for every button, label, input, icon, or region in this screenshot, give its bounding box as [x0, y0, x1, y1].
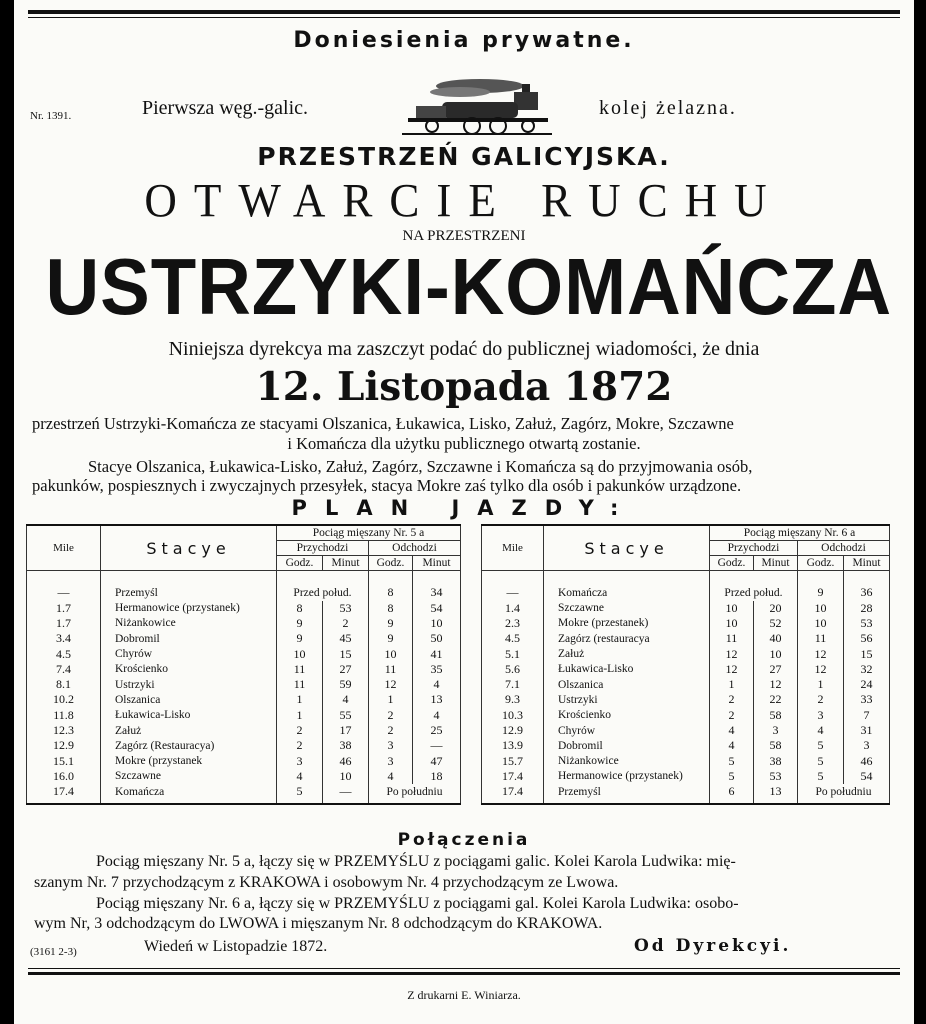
mile-cell: —	[27, 571, 101, 601]
table-row	[482, 753, 890, 768]
dep_m-cell: 10	[413, 616, 461, 631]
paragraph2-line2: pakunków, pospiesznych i zwyczajnych przesyłek, stacya Mokre zaś tylko dla osób i pakunków urządzone.	[32, 476, 742, 495]
arr_m-cell: 12	[754, 677, 798, 692]
arr_m-cell: 20	[754, 601, 798, 616]
arr_m-cell: 46	[323, 753, 369, 768]
table-row	[482, 646, 890, 661]
table-row	[27, 601, 461, 616]
paragraph1-line1: przestrzeń Ustrzyki-Komańcza ze stacyami Olszanica, Łukawica, Lisko, Załuż, Zagórz, Mokre, Szczawne	[32, 414, 734, 433]
arr_h-cell: 11	[277, 677, 323, 692]
dep_h-cell: 5	[798, 738, 844, 753]
mile-cell: 10.2	[27, 692, 101, 707]
table-row	[27, 646, 461, 661]
dep_h-cell: 2	[798, 692, 844, 707]
place-date: Wiedeń w Listopadzie 1872.	[144, 938, 328, 955]
arr_h-cell: 2	[277, 738, 323, 753]
connections-p2-line1: Pociąg mięszany Nr. 6 a, łączy się w PRZEMYŚLU z pociągami gal. Kolei Karola Ludwika: osobo-	[96, 895, 739, 912]
arr_h-cell: 3	[277, 753, 323, 768]
col-stations: Stacye	[544, 525, 710, 571]
station-cell: Przemyśl	[544, 784, 710, 804]
dep_m-cell: —	[413, 738, 461, 753]
dep_h-cell: 3	[369, 738, 413, 753]
table-row	[27, 708, 461, 723]
dep_h-cell: 5	[798, 753, 844, 768]
arr_h-cell: 10	[710, 616, 754, 631]
table-row	[27, 753, 461, 768]
printer-credit: Z drukarni E. Winiarza.	[407, 988, 521, 1002]
dep_m-cell: 3	[844, 738, 890, 753]
station-cell: Mokre (przestanek)	[544, 616, 710, 631]
station-cell: Dobromil	[544, 738, 710, 753]
arr_h-cell: 11	[277, 662, 323, 677]
arr_h-cell: 6	[710, 784, 754, 804]
col-dep-hour: Godz.	[369, 556, 413, 571]
dep_m-cell: 13	[413, 692, 461, 707]
table-row	[482, 662, 890, 677]
col-arr-minute: Minut	[323, 556, 369, 571]
station-cell: Olszanica	[544, 677, 710, 692]
dep_m-cell: 41	[413, 646, 461, 661]
col-dep-minute: Minut	[844, 556, 890, 571]
railway-name-right: kolej żelazna.	[599, 97, 737, 119]
arr_m-cell: 38	[323, 738, 369, 753]
dep_m-cell: 7	[844, 708, 890, 723]
dep_h-cell: 11	[369, 662, 413, 677]
station-cell: Szczawne	[101, 769, 277, 784]
arr_h-cell: 12	[710, 646, 754, 661]
dep_m-cell: 33	[844, 692, 890, 707]
route-heading: USTRZYKI-KOMAŃCZA	[45, 242, 893, 331]
col-arrives: Przychodzi	[277, 541, 369, 556]
mile-cell: 17.4	[482, 784, 544, 804]
timetable-left	[26, 524, 461, 805]
arr_m-cell: 10	[323, 769, 369, 784]
mile-cell: 4.5	[482, 631, 544, 646]
station-cell: Niżankowice	[101, 616, 277, 631]
mile-cell: 17.4	[27, 784, 101, 804]
station-cell: Komańcza	[544, 571, 710, 601]
arr_m-cell: 13	[754, 784, 798, 804]
timetable-title: PLAN JAZDY:	[291, 496, 637, 520]
arr_h-cell: 2	[710, 692, 754, 707]
station-cell: Niżankowice	[544, 753, 710, 768]
station-cell: Krościenko	[544, 708, 710, 723]
arr_m-cell: 40	[754, 631, 798, 646]
mile-cell: 5.6	[482, 662, 544, 677]
right-rows	[482, 571, 890, 805]
dep_h-cell: 12	[798, 646, 844, 661]
mile-cell: 3.4	[27, 631, 101, 646]
mile-cell: 17.4	[482, 769, 544, 784]
opening-heading: OTWARCIE RUCHU	[144, 174, 784, 228]
connections-title: Połączenia	[397, 830, 531, 850]
table-row	[482, 571, 890, 601]
arr_m-cell: 27	[323, 662, 369, 677]
arr_h-cell: 8	[277, 601, 323, 616]
table-row	[482, 601, 890, 616]
arr_m-cell: 59	[323, 677, 369, 692]
arr_h-cell: 5	[277, 784, 323, 804]
table-row	[482, 692, 890, 707]
table-row	[482, 738, 890, 753]
dep_m-cell: 35	[413, 662, 461, 677]
mile-cell: 13.9	[482, 738, 544, 753]
arr_h-cell: 9	[277, 631, 323, 646]
arr_m-cell: 52	[754, 616, 798, 631]
arr_m-cell: 10	[754, 646, 798, 661]
dep_m-cell: 54	[844, 769, 890, 784]
station-cell: Hermanowice (przystanek)	[544, 769, 710, 784]
station-cell: Dobromil	[101, 631, 277, 646]
col-departs: Odchodzi	[369, 541, 461, 556]
dep_m-cell: 54	[413, 601, 461, 616]
intro-text: Niniejsza dyrekcya ma zaszczyt podać do publicznej wiadomości, że dnia	[168, 338, 760, 360]
col-arrives: Przychodzi	[710, 541, 798, 556]
mile-cell: 1.7	[27, 601, 101, 616]
arr_m-cell: 58	[754, 708, 798, 723]
col-arr-hour: Godz.	[710, 556, 754, 571]
dep_m-cell: 25	[413, 723, 461, 738]
table-row	[482, 631, 890, 646]
connections-p2-line2: wym Nr, 3 odchodzącym do LWOWA i mięszanym Nr. 8 odchodzącym do KRAKOWA.	[34, 915, 603, 932]
col-arr-minute: Minut	[754, 556, 798, 571]
arr_h-cell: 1	[710, 677, 754, 692]
arr_h-cell: 4	[277, 769, 323, 784]
table-row	[482, 708, 890, 723]
mile-cell: 1.7	[27, 616, 101, 631]
arr_h-cell: 2	[710, 708, 754, 723]
paragraph1-line2: i Komańcza dla użytku publicznego otwartą zostanie.	[287, 434, 641, 453]
dep_m-cell: 46	[844, 753, 890, 768]
dep_m-cell: 15	[844, 646, 890, 661]
table-row	[482, 616, 890, 631]
arr_m-cell: 45	[323, 631, 369, 646]
railway-name-left: Pierwsza węg.-galic.	[142, 97, 309, 119]
dep_h-cell: 4	[369, 769, 413, 784]
arr_m-cell: 4	[323, 692, 369, 707]
col-arr-hour: Godz.	[277, 556, 323, 571]
table-row	[482, 769, 890, 784]
arr_h-cell: 10	[277, 646, 323, 661]
mile-cell: 15.7	[482, 753, 544, 768]
mile-cell: 4.5	[27, 646, 101, 661]
arr_h-cell: 11	[710, 631, 754, 646]
arr_h-cell: 4	[710, 738, 754, 753]
dep_m-cell: 4	[413, 708, 461, 723]
mile-cell: 12.9	[27, 738, 101, 753]
mile-cell: 5.1	[482, 646, 544, 661]
station-cell: Komańcza	[101, 784, 277, 804]
arr_h-cell: 1	[277, 692, 323, 707]
dep_h-cell: 9	[798, 571, 844, 601]
dep_m-cell: 31	[844, 723, 890, 738]
station-cell: Łukawica-Lisko	[101, 708, 277, 723]
station-cell: Chyrów	[101, 646, 277, 661]
mile-cell: 7.4	[27, 662, 101, 677]
dep_h-cell: 10	[369, 646, 413, 661]
top-rule-thick	[28, 10, 900, 14]
subtitle: PRZESTRZEŃ GALICYJSKA.	[257, 142, 671, 171]
arr_m-cell: 55	[323, 708, 369, 723]
table-row	[27, 616, 461, 631]
arr_h-cell: 4	[710, 723, 754, 738]
dep_h-cell: 12	[798, 662, 844, 677]
table-row	[27, 692, 461, 707]
station-cell: Olszanica	[101, 692, 277, 707]
station-cell: Szczawne	[544, 601, 710, 616]
station-cell: Chyrów	[544, 723, 710, 738]
bottom-rule-thick	[28, 972, 900, 975]
mile-cell: 12.9	[482, 723, 544, 738]
newspaper-notice-page	[14, 0, 914, 1024]
mile-cell: 9.3	[482, 692, 544, 707]
arr_m-cell: 15	[323, 646, 369, 661]
dep_h-cell: 1	[798, 677, 844, 692]
timetable-right	[481, 524, 890, 805]
dep_m-cell: 36	[844, 571, 890, 601]
dep_m-cell: 34	[413, 571, 461, 601]
dep_h-cell: 3	[798, 708, 844, 723]
col-mile: Mile	[482, 525, 544, 571]
mile-cell: 8.1	[27, 677, 101, 692]
dep_m-cell: 28	[844, 601, 890, 616]
section-title: Doniesienia prywatne.	[293, 28, 635, 53]
mile-cell: 10.3	[482, 708, 544, 723]
locomotive-icon	[402, 76, 552, 138]
station-cell: Załuż	[544, 646, 710, 661]
afternoon-note: Po południu	[798, 784, 890, 804]
col-dep-minute: Minut	[413, 556, 461, 571]
mile-cell: 11.8	[27, 708, 101, 723]
dep_h-cell: 2	[369, 723, 413, 738]
mile-cell: 7.1	[482, 677, 544, 692]
dep_h-cell: 9	[369, 631, 413, 646]
mile-cell: 1.4	[482, 601, 544, 616]
arr_h-cell: 1	[277, 708, 323, 723]
dep_m-cell: 56	[844, 631, 890, 646]
station-cell: Hermanowice (przystanek)	[101, 601, 277, 616]
train-label: Pociąg mięszany Nr. 5 a	[277, 525, 461, 541]
afternoon-note: Po południu	[369, 784, 461, 804]
left-rows	[27, 571, 461, 805]
dep_h-cell: 12	[369, 677, 413, 692]
station-cell: Mokre (przystanek	[101, 753, 277, 768]
mile-cell: 2.3	[482, 616, 544, 631]
col-mile: Mile	[27, 525, 101, 571]
arr_m-cell: 27	[754, 662, 798, 677]
dep_h-cell: 8	[369, 571, 413, 601]
arr_m-cell: 17	[323, 723, 369, 738]
dep_h-cell: 11	[798, 631, 844, 646]
dep_h-cell: 9	[369, 616, 413, 631]
arr_m-cell: 38	[754, 753, 798, 768]
arr_h-cell: 2	[277, 723, 323, 738]
table-row	[27, 571, 461, 601]
dep_m-cell: 50	[413, 631, 461, 646]
table-row	[27, 631, 461, 646]
dep_h-cell: 8	[369, 601, 413, 616]
arr_m-cell: 2	[323, 616, 369, 631]
table-row	[27, 784, 461, 804]
station-cell: Załuż	[101, 723, 277, 738]
col-dep-hour: Godz.	[798, 556, 844, 571]
print-stamp: (3161 2-3)	[30, 946, 77, 958]
table-row	[482, 723, 890, 738]
dep_h-cell: 2	[369, 708, 413, 723]
dep_m-cell: 18	[413, 769, 461, 784]
station-cell: Krościenko	[101, 662, 277, 677]
paragraph2-line1: Stacye Olszanica, Łukawica-Lisko, Załuż, Zagórz, Szczawne i Komańcza są do przyjmowania osób,	[88, 457, 753, 476]
dep_m-cell: 4	[413, 677, 461, 692]
station-cell: Ustrzyki	[101, 677, 277, 692]
station-cell: Przemyśl	[101, 571, 277, 601]
arr_h-cell: 10	[710, 601, 754, 616]
route-prefix: NA PRZESTRZENI	[402, 228, 526, 244]
arr_h-cell: 5	[710, 753, 754, 768]
dep_h-cell: 10	[798, 601, 844, 616]
table-row	[27, 738, 461, 753]
bottom-rule-thin	[28, 968, 900, 969]
signature: Od Dyrekcyi.	[634, 936, 792, 956]
mile-cell: —	[482, 571, 544, 601]
top-rule-thin	[28, 17, 900, 18]
table-row	[482, 784, 890, 804]
dep_m-cell: 24	[844, 677, 890, 692]
mile-cell: 12.3	[27, 723, 101, 738]
dep_h-cell: 10	[798, 616, 844, 631]
connections-p1-line1: Pociąg mięszany Nr. 5 a, łączy się w PRZEMYŚLU z pociągami galic. Kolei Karola Ludwika: mię-	[96, 853, 736, 870]
arr_h-cell: 12	[710, 662, 754, 677]
arr_m-cell: 53	[323, 601, 369, 616]
arr_m-cell: 53	[754, 769, 798, 784]
table-row	[27, 769, 461, 784]
dep_m-cell: 53	[844, 616, 890, 631]
station-cell: Zagórz (restauracya	[544, 631, 710, 646]
table-row	[27, 677, 461, 692]
dep_m-cell: 47	[413, 753, 461, 768]
station-cell: Łukawica-Lisko	[544, 662, 710, 677]
station-cell: Ustrzyki	[544, 692, 710, 707]
dep_m-cell: 32	[844, 662, 890, 677]
table-row	[482, 677, 890, 692]
dep_h-cell: 3	[369, 753, 413, 768]
dep_h-cell: 5	[798, 769, 844, 784]
notice-number: Nr. 1391.	[30, 110, 72, 122]
col-departs: Odchodzi	[798, 541, 890, 556]
mile-cell: 16.0	[27, 769, 101, 784]
dep_h-cell: 4	[798, 723, 844, 738]
morning-note: Przed połud.	[277, 571, 369, 601]
arr_h-cell: 9	[277, 616, 323, 631]
arr_m-cell: 58	[754, 738, 798, 753]
arr_m-cell: 3	[754, 723, 798, 738]
table-row	[27, 662, 461, 677]
connections-p1-line2: szanym Nr. 7 przychodzącym z KRAKOWA i osobowym Nr. 4 przychodzącym ze Lwowa.	[34, 874, 619, 891]
col-stations: Stacye	[101, 525, 277, 571]
arr_m-cell: 22	[754, 692, 798, 707]
mile-cell: 15.1	[27, 753, 101, 768]
station-cell: Zagórz (Restauracya)	[101, 738, 277, 753]
dep_h-cell: 1	[369, 692, 413, 707]
opening-date: 12. Listopada 1872	[255, 364, 673, 410]
arr_m-cell: —	[323, 784, 369, 804]
train-label: Pociąg mięszany Nr. 6 a	[710, 525, 890, 541]
table-row	[27, 723, 461, 738]
arr_h-cell: 5	[710, 769, 754, 784]
morning-note: Przed połud.	[710, 571, 798, 601]
